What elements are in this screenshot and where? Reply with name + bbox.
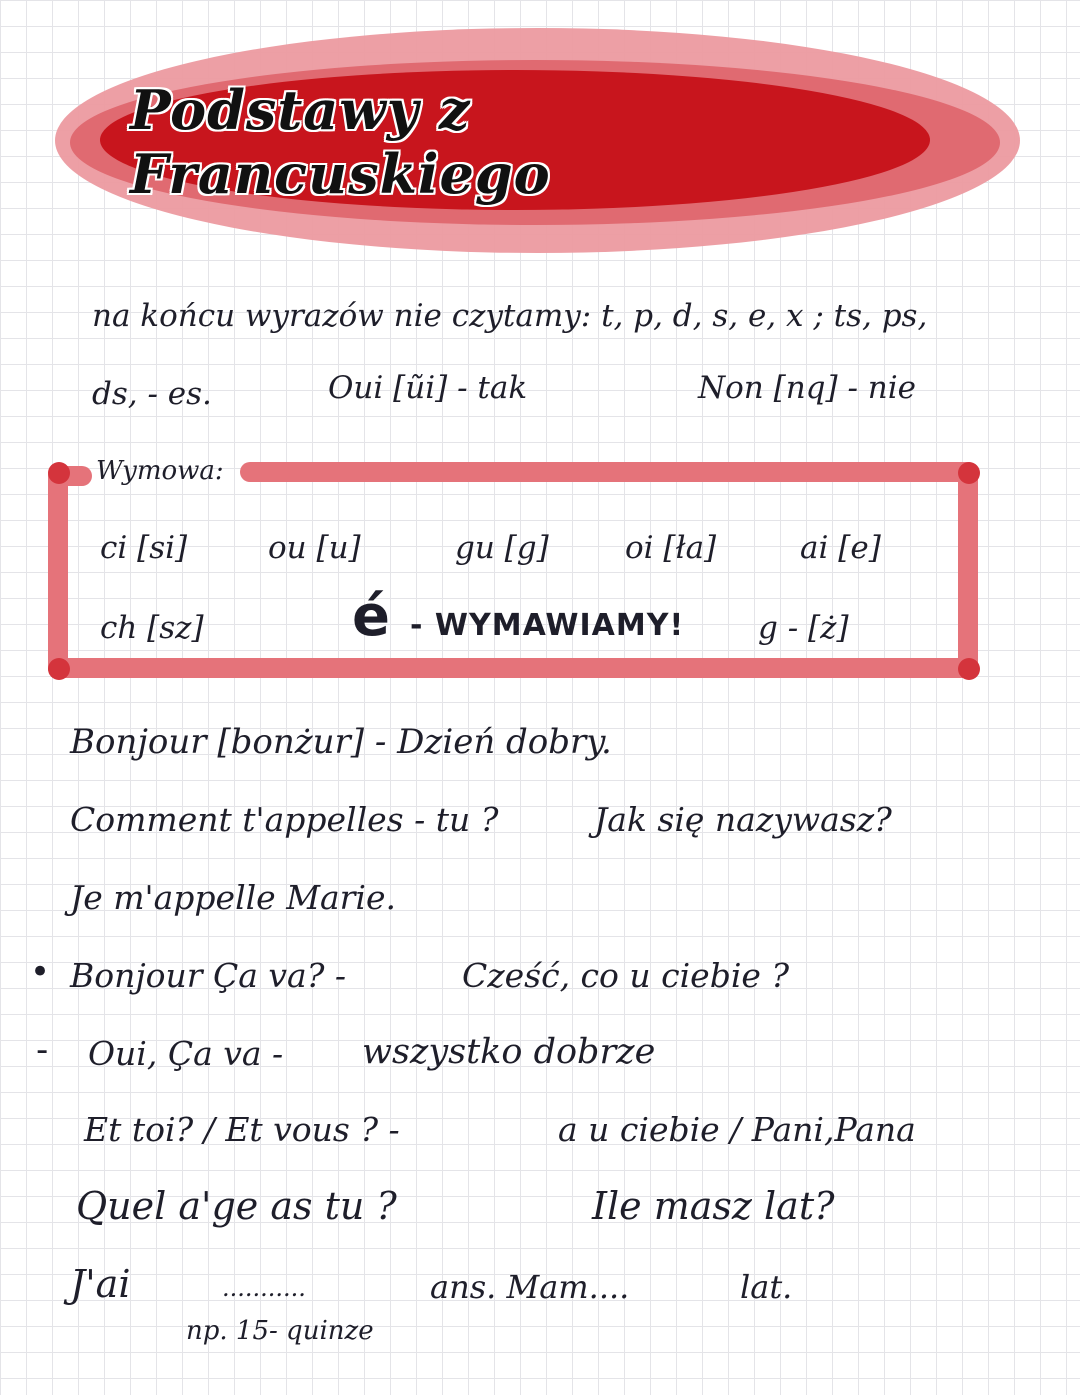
phrase-jai-blank: ...........	[222, 1274, 306, 1302]
pron-gu: gu [g]	[455, 530, 549, 566]
box-corner-dot	[958, 462, 980, 484]
box-top-line	[240, 462, 978, 482]
pron-wymawiamy: - WYMAWIAMY!	[410, 608, 685, 643]
pron-ch: ch [sz]	[100, 610, 204, 646]
phrase-comment: Comment t'appelles - tu ?	[70, 800, 499, 839]
box-left-line	[48, 466, 68, 678]
pron-oi: oi [ła]	[625, 530, 717, 566]
note-example: np. 15- quinze	[186, 1316, 374, 1346]
phrase-bonjour: Bonjour [bonżur] - Dzień dobry.	[70, 722, 612, 762]
intro-line-2a: ds, - es.	[92, 376, 212, 412]
phrase-ca-va-translation: Cześć, co u ciebie ?	[462, 956, 790, 995]
bullet-dash: -	[36, 1030, 49, 1070]
phrase-oui-translation: wszystko dobrze	[362, 1032, 656, 1072]
box-corner-dot	[958, 658, 980, 680]
pron-e-accent: é	[352, 584, 390, 649]
page-title: Podstawy z Francuskiego	[130, 78, 551, 206]
phrase-ans-mam: ans. Mam....	[430, 1268, 630, 1306]
phrase-quel-age-translation: Ile masz lat?	[592, 1184, 835, 1228]
bullet-dot: •	[30, 952, 51, 992]
box-bottom-line	[48, 658, 978, 678]
intro-non: Non [nq] - nie	[698, 370, 917, 406]
intro-oui: Oui [ũi] - tak	[328, 370, 528, 406]
phrase-et-toi: Et toi? / Et vous ? -	[84, 1110, 400, 1149]
pron-ai: ai [e]	[800, 530, 881, 566]
phrase-quel-age: Quel a'ge as tu ?	[76, 1184, 397, 1228]
box-heading: Wymowa:	[96, 456, 224, 486]
box-corner-dot	[48, 462, 70, 484]
box-corner-dot	[48, 658, 70, 680]
phrase-lat: lat.	[740, 1268, 793, 1306]
phrase-ca-va-question: Bonjour Ça va? -	[70, 956, 347, 995]
box-right-line	[958, 462, 978, 676]
phrase-jai: J'ai	[70, 1262, 131, 1306]
pron-g: g - [ż]	[758, 610, 849, 646]
phrase-et-toi-translation: a u ciebie / Pani,Pana	[558, 1110, 916, 1149]
pron-ci: ci [si]	[100, 530, 188, 566]
phrase-je-mappelle: Je m'appelle Marie.	[70, 878, 397, 917]
phrase-oui-ca-va: Oui, Ça va -	[88, 1034, 284, 1073]
phrase-comment-translation: Jak się nazywasz?	[594, 800, 892, 839]
intro-line-1: na końcu wyrazów nie czytamy: t, p, d, s, e, x ; ts, ps,	[92, 298, 928, 334]
pron-ou: ou [u]	[268, 530, 361, 566]
